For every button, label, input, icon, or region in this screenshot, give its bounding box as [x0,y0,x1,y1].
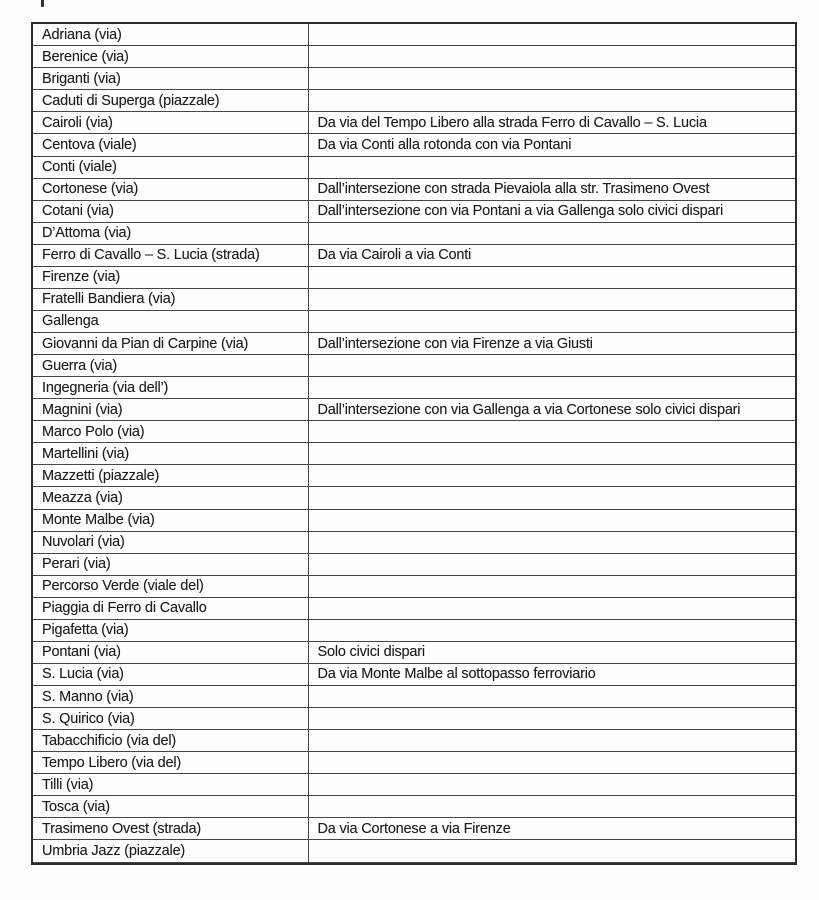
table-row [32,730,796,752]
street-name-cell: Percorso Verde (viale del) [32,575,308,597]
table-row [32,774,796,796]
street-name-cell: Tabacchificio (via del) [32,730,308,752]
table-row [32,90,796,112]
table-row [32,619,796,641]
table-row [32,333,796,355]
description-cell [308,288,796,310]
street-name-cell: S. Manno (via) [32,686,308,708]
table-row [32,553,796,575]
table-row [32,23,796,46]
description-cell [308,156,796,178]
description-cell [308,619,796,641]
description-cell [308,597,796,619]
table-row [32,443,796,465]
description-cell: Dall’intersezione con via Gallenga a via Cortonese solo civici dispari [308,399,796,421]
description-cell [308,487,796,509]
street-name-cell: Pigafetta (via) [32,619,308,641]
description-cell: Da via Cortonese a via Firenze [308,818,796,840]
description-cell [308,730,796,752]
table-row [32,465,796,487]
table-row [32,46,796,68]
table-row [32,421,796,443]
street-name-cell: Ferro di Cavallo – S. Lucia (strada) [32,244,308,266]
street-name-cell: Martellini (via) [32,443,308,465]
table-row [32,509,796,531]
description-cell [308,531,796,553]
table-row [32,818,796,840]
table-row [32,288,796,310]
table-row [32,200,796,222]
table-row [32,244,796,266]
street-name-cell: Umbria Jazz (piazzale) [32,840,308,862]
description-cell: Solo civici dispari [308,641,796,663]
street-name-cell: Pontani (via) [32,641,308,663]
street-name-cell: Mazzetti (piazzale) [32,465,308,487]
description-cell [308,222,796,244]
street-name-cell: Cotani (via) [32,200,308,222]
table-row [32,862,796,864]
table-row [32,68,796,90]
street-name-cell: Ingegneria (via dell’) [32,377,308,399]
description-cell [308,266,796,288]
description-cell [308,774,796,796]
description-cell [308,443,796,465]
street-name-cell: Guerra (via) [32,355,308,377]
description-cell [308,465,796,487]
street-name-cell: Monte Malbe (via) [32,509,308,531]
street-name-cell: Conti (viale) [32,156,308,178]
table-row [32,399,796,421]
table-row [32,796,796,818]
street-name-cell: Briganti (via) [32,68,308,90]
description-cell [308,68,796,90]
table-row [32,310,796,332]
description-cell: Da via del Tempo Libero alla strada Ferro di Cavallo – S. Lucia [308,112,796,134]
table-row [32,597,796,619]
table-row [32,178,796,200]
table-row [32,641,796,663]
table-row [32,663,796,685]
street-name-cell: Piaggia di Ferro di Cavallo [32,597,308,619]
table-row [32,156,796,178]
description-cell [308,509,796,531]
table-row [32,266,796,288]
cropped-text-fragment [41,0,44,7]
table-row [32,708,796,730]
description-cell [308,752,796,774]
street-name-cell: Adriana (via) [32,23,308,46]
street-name-cell: Tosca (via) [32,796,308,818]
description-cell: Dall’intersezione con via Pontani a via Gallenga solo civici dispari [308,200,796,222]
description-cell [308,377,796,399]
description-cell: Dall’intersezione con strada Pievaiola alla str. Trasimeno Ovest [308,178,796,200]
description-cell [308,862,796,864]
table-row [32,355,796,377]
street-name-cell: Cairoli (via) [32,112,308,134]
table-row [32,686,796,708]
table-row [32,377,796,399]
description-cell [308,708,796,730]
street-name-cell: Caduti di Superga (piazzale) [32,90,308,112]
description-cell [308,575,796,597]
description-cell: Da via Conti alla rotonda con via Pontani [308,134,796,156]
street-name-cell: S. Lucia (via) [32,663,308,685]
description-cell: Da via Monte Malbe al sottopasso ferroviario [308,663,796,685]
description-cell [308,553,796,575]
description-cell [308,840,796,862]
description-cell: Da via Cairoli a via Conti [308,244,796,266]
table-row [32,752,796,774]
description-cell [308,46,796,68]
table-row [32,222,796,244]
street-name-cell: Cortonese (via) [32,178,308,200]
street-name-cell: Firenze (via) [32,266,308,288]
street-name-cell: Perari (via) [32,553,308,575]
street-table-body [32,23,796,864]
description-cell [308,686,796,708]
description-cell [308,355,796,377]
table-row [32,531,796,553]
table-row [32,487,796,509]
street-name-cell: Gallenga [32,310,308,332]
street-name-cell: Meazza (via) [32,487,308,509]
street-list-table [31,22,797,865]
street-name-cell: Berenice (via) [32,46,308,68]
street-name-cell: Magnini (via) [32,399,308,421]
street-name-cell: Giovanni da Pian di Carpine (via) [32,333,308,355]
description-cell: Dall’intersezione con via Firenze a via Giusti [308,333,796,355]
street-name-cell: D’Attoma (via) [32,222,308,244]
description-cell [308,796,796,818]
description-cell [308,421,796,443]
street-name-cell: Tilli (via) [32,774,308,796]
table-row [32,575,796,597]
street-name-cell: Nuvolari (via) [32,531,308,553]
description-cell [308,23,796,46]
street-name-cell: S. Quirico (via) [32,708,308,730]
description-cell [308,90,796,112]
description-cell [308,310,796,332]
table-row [32,840,796,862]
street-name-cell [32,862,308,864]
street-name-cell: Trasimeno Ovest (strada) [32,818,308,840]
street-name-cell: Fratelli Bandiera (via) [32,288,308,310]
table-row [32,112,796,134]
street-name-cell: Tempo Libero (via del) [32,752,308,774]
table-row [32,134,796,156]
street-name-cell: Marco Polo (via) [32,421,308,443]
street-name-cell: Centova (viale) [32,134,308,156]
